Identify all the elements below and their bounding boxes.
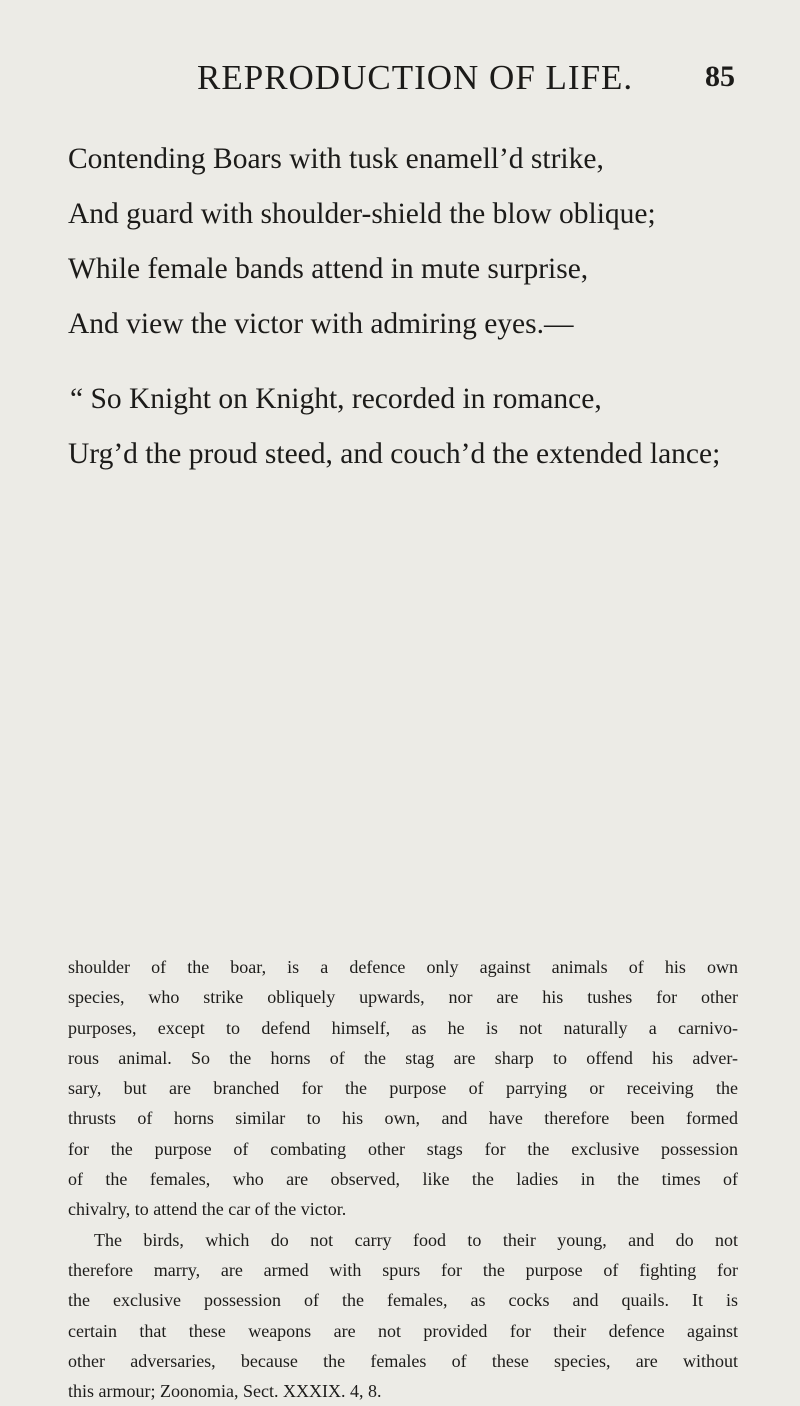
verse-line: Urg’d the proud steed, and couch’d the extended lance; [68,438,721,470]
footnote-line: The birds, which do not carry food to their young, and do not [94,1229,738,1250]
footnote-line: the exclusive possession of the females, as cocks and quails. It is [68,1290,738,1311]
footnote-line: shoulder of the boar, is a defence only against animals of his own [68,957,738,977]
footnote-line: chivalry, to attend the car of the victor. [68,1199,347,1220]
verse-line: While female bands attend in mute surprise, [68,253,589,285]
verse-line: And guard with shoulder-shield the blow oblique; [68,198,656,230]
footnote-line: of the females, who are observed, like the ladies in the times of [68,1169,738,1190]
page-number: 85 [705,60,735,93]
verse-line: And view the victor with admiring eyes.— [68,308,574,340]
footnote-line: for the purpose of combating other stags for the exclusive possession [68,1138,738,1159]
footnote-line: purposes, except to defend himself, as he is not naturally a carnivo- [68,1017,738,1038]
footnote-line: sary, but are branched for the purpose of parrying or receiving the [68,1078,738,1099]
footnote-line: rous animal. So the horns of the stag are sharp to offend his adver- [68,1047,738,1068]
footnote-line: certain that these weapons are not provided for their defence against [68,1320,738,1341]
verse-block [68,132,788,482]
footnote-line: this armour; Zoonomia, Sect. XXXIX. 4, 8. [68,1381,382,1402]
footnote-line: therefore marry, are armed with spurs for the purpose of fighting for [68,1259,738,1280]
running-title: REPRODUCTION OF LIFE. [197,58,634,97]
footnote-paragraph [68,952,738,1225]
verse-line: Contending Boars with tusk enamell’d strike, [68,143,604,175]
page-header [0,58,800,108]
footnote-line: other adversaries, because the females of these species, are without [68,1350,738,1371]
footnote-line: species, who strike obliquely upwards, nor are his tushes for other [68,987,738,1008]
footnote [68,952,738,1406]
verse-line: “ So Knight on Knight, recorded in romance, [70,383,602,415]
footnote-paragraph [68,1225,738,1406]
footnote-line: thrusts of horns similar to his own, and have therefore been formed [68,1108,738,1129]
